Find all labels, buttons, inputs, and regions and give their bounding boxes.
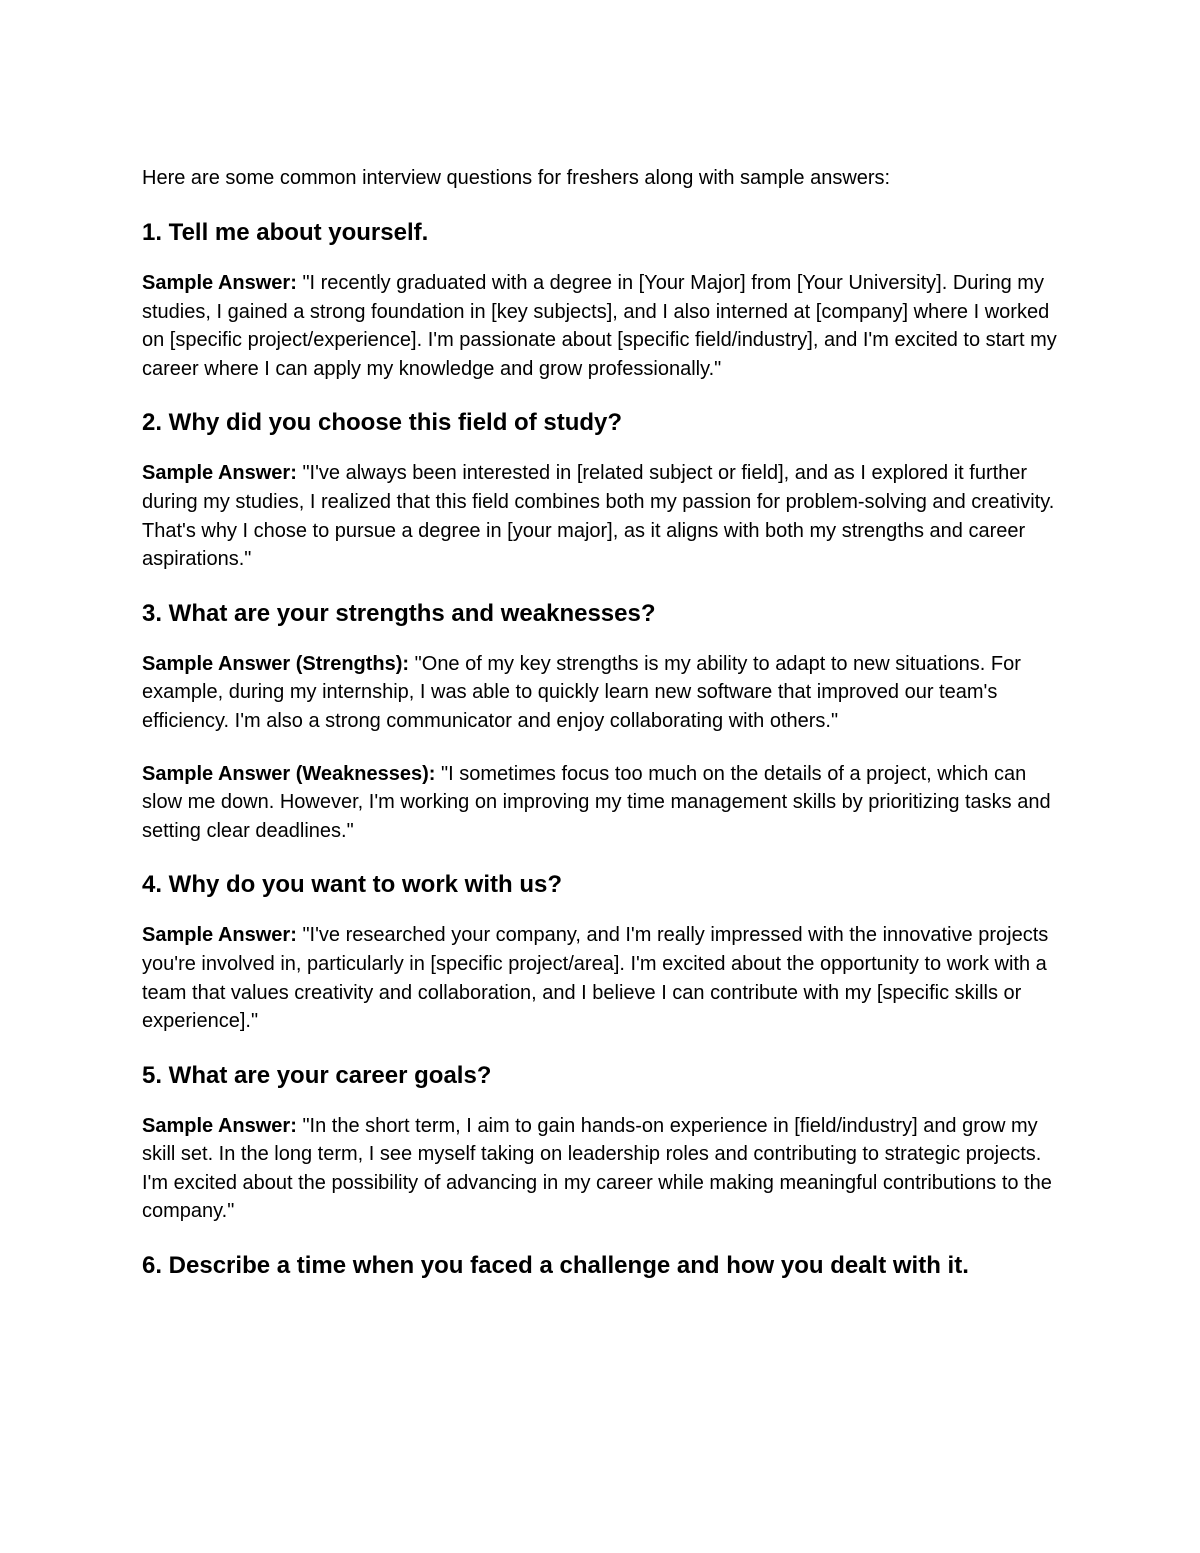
question-5: 5. What are your career goals? (142, 1061, 492, 1089)
answer-label: Sample Answer: (142, 462, 297, 485)
question-4: 4. Why do you want to work with us? (142, 871, 562, 899)
answer-1 (142, 269, 1062, 383)
intro-text: Here are some common interview questions for freshers along with sample answers: (142, 167, 891, 189)
answer-4 (142, 921, 1062, 1035)
answer-text: "I recently graduated with a degree in [Your Major] from [Your University]. During my studies, I gained a strong foundation in [key subjects], and I also interned at [company] where I worked on [specific project/experience]. I'm passionate about [specific field/industry], and I'm excited to start my career where I can apply my knowledge and grow professionally." (142, 272, 1057, 380)
question-3: 3. What are your strengths and weaknesses? (142, 599, 656, 627)
answer-text: "I've researched your company, and I'm really impressed with the innovative projects you're involved in, particularly in [specific project/area]. I'm excited about the opportunity to work with a team that values creativity and collaboration, and I believe I can contribute with my [specific skills or experience]." (142, 924, 1049, 1033)
question-1: 1. Tell me about yourself. (142, 219, 429, 246)
answer-3-strengths (142, 650, 1062, 736)
document-page (142, 164, 1062, 1302)
answer-text: "In the short term, I aim to gain hands-on experience in [field/industry] and grow my skill set. In the long term, I see myself taking on leadership roles and contributing to strategic projects. I'm excited about the possibility of advancing in my career while making meaningful contributions to the company." (142, 1114, 1052, 1223)
question-2: 2. Why did you choose this field of study? (142, 409, 623, 437)
answer-label: Sample Answer: (142, 272, 297, 294)
answer-text: "One of my key strengths is my ability to adapt to new situations. For example, during my internship, I was able to quickly learn new software that improved our team's efficiency. I'm also a strong communicator and enjoy collaborating with others." (142, 652, 1021, 732)
answer-label: Sample Answer (Weaknesses): (142, 762, 436, 785)
answer-2 (142, 459, 1062, 573)
answer-text: "I sometimes focus too much on the details of a project, which can slow me down. However, I'm working on improving my time management skills by prioritizing tasks and setting clear deadlines." (142, 762, 1051, 842)
question-6: 6. Describe a time when you faced a challenge and how you dealt with it. (142, 1252, 969, 1280)
answer-label: Sample Answer: (142, 1114, 297, 1137)
answer-5 (142, 1112, 1062, 1226)
answer-label: Sample Answer (Strengths): (142, 652, 410, 675)
answer-text: "I've always been interested in [related subject or field], and as I explored it further during my studies, I realized that this field combines both my passion for problem-solving and creativity. That's why I chose to pursue a degree in [your major], as it aligns with both my strengths and career aspirations." (142, 462, 1055, 571)
answer-3-weaknesses (142, 760, 1062, 846)
answer-label: Sample Answer: (142, 924, 297, 947)
